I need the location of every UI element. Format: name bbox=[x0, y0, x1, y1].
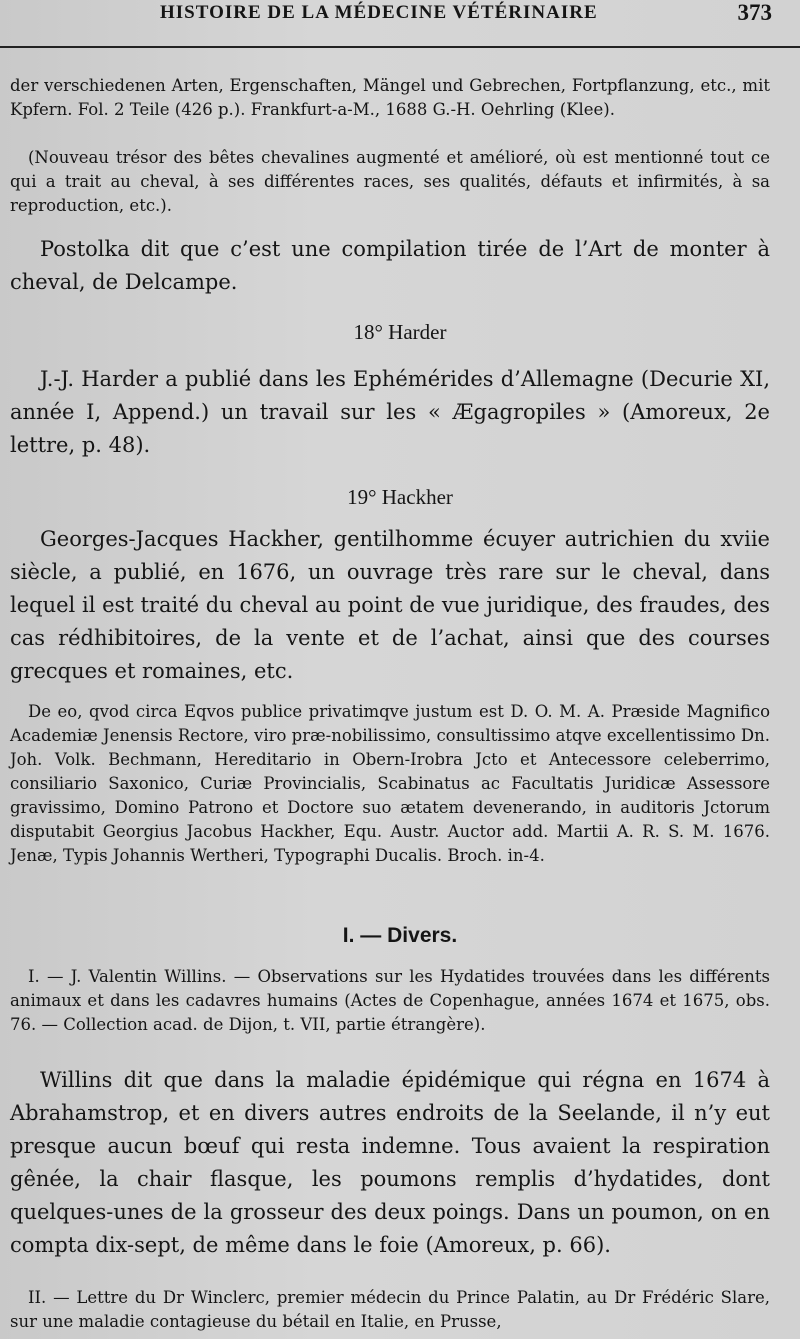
paragraph-postolka: Postolka dit que c’est une compilation tirée de l’Art de monter à cheval, de Delcampe. bbox=[10, 237, 770, 294]
bibliographic-entry: der verschiedenen Arten, Ergenschaften, Mängel und Gebrechen, Fortpflanzung, etc., mit Kpfern. Fol. 2 Teile (426 p.). Frankfurt-a-M., 1688 G.-H. Oehrling (Klee). bbox=[10, 76, 770, 119]
latin-title-entry: De eo, qvod circa Eqvos publice privatimqve justum est D. O. M. A. Præside Magnifico Academiæ Jenensis Rectore, viro præ-nobilissimo, consultissimo atqve excellentissimo Dn. Joh. Volk. Bechmann, Hereditario in Obern-Irobra Jcto et Antecessore celeberrimo, consiliario Saxonico, Curiæ Provincialis, Scabinatus ac Facultatis Juridicæ Assessore gravissimo, Domino Patrono et Doctore suo ætatem devenerando, in auditoris Jctorum disputabit Georgius Jacobus Hackher, Equ. Austr. Auctor add. Martii A. R. S. M. 1676. Jenæ, Typis Johannis Wertheri, Typographi Ducalis. Broch. in-4. bbox=[10, 702, 770, 865]
page-header bbox=[0, 0, 800, 48]
section-heading-harder: 18° Harder bbox=[353, 320, 447, 344]
paragraph-hackher: Georges-Jacques Hackher, gentilhomme écuyer autrichien du xviie siècle, a publié, en 1676, un ouvrage très rare sur le cheval, dans lequel il est traité du cheval au point de vue juridique, des fraudes, des cas rédhibitoires, de la vente et de l’achat, ainsi que des courses grecques et romaines, etc. bbox=[10, 527, 770, 683]
running-title: HISTOIRE DE LA MÉDECINE VÉTÉRINAIRE bbox=[160, 2, 598, 23]
translation-note: (Nouveau trésor des bêtes chevalines augmenté et amélioré, où est mentionné tout ce qui a trait au cheval, à ses différentes races, ses qualités, défauts et infirmités, à sa reproduction, etc.). bbox=[10, 148, 770, 215]
section-heading-hackher: 19° Hackher bbox=[347, 485, 453, 509]
entry-willins: I. — J. Valentin Willins. — Observations sur les Hydatides trouvées dans les différents animaux et dans les cadavres humains (Actes de Copenhague, années 1674 et 1675, obs. 76. — Collection acad. de Dijon, t. VII, partie étrangère). bbox=[10, 967, 770, 1034]
paragraph-willins: Willins dit que dans la maladie épidémique qui régna en 1674 à Abrahamstrop, et en divers autres endroits de la Seelande, il n’y eut presque aucun bœuf qui resta indemne. Tous avaient la respiration gênée, la chair flasque, les poumons remplis d’hydatides, dont quelques-unes de la grosseur des deux poings. Dans un poumon, on en compta dix-sept, de même dans le foie (Amoreux, p. 66). bbox=[10, 1068, 770, 1257]
section-heading-divers: I. — Divers. bbox=[342, 924, 458, 947]
paragraph-harder: J.-J. Harder a publié dans les Ephémérides d’Allemagne (Decurie XI, année I, Append.) un travail sur les « Ægagropiles » (Amoreux, 2e lettre, p. 48). bbox=[10, 367, 770, 457]
entry-winclerc: II. — Lettre du Dr Winclerc, premier médecin du Prince Palatin, au Dr Frédéric Slare, sur une maladie contagieuse du bétail en Italie, en Prusse, bbox=[10, 1288, 770, 1331]
page-number: 373 bbox=[737, 0, 772, 25]
